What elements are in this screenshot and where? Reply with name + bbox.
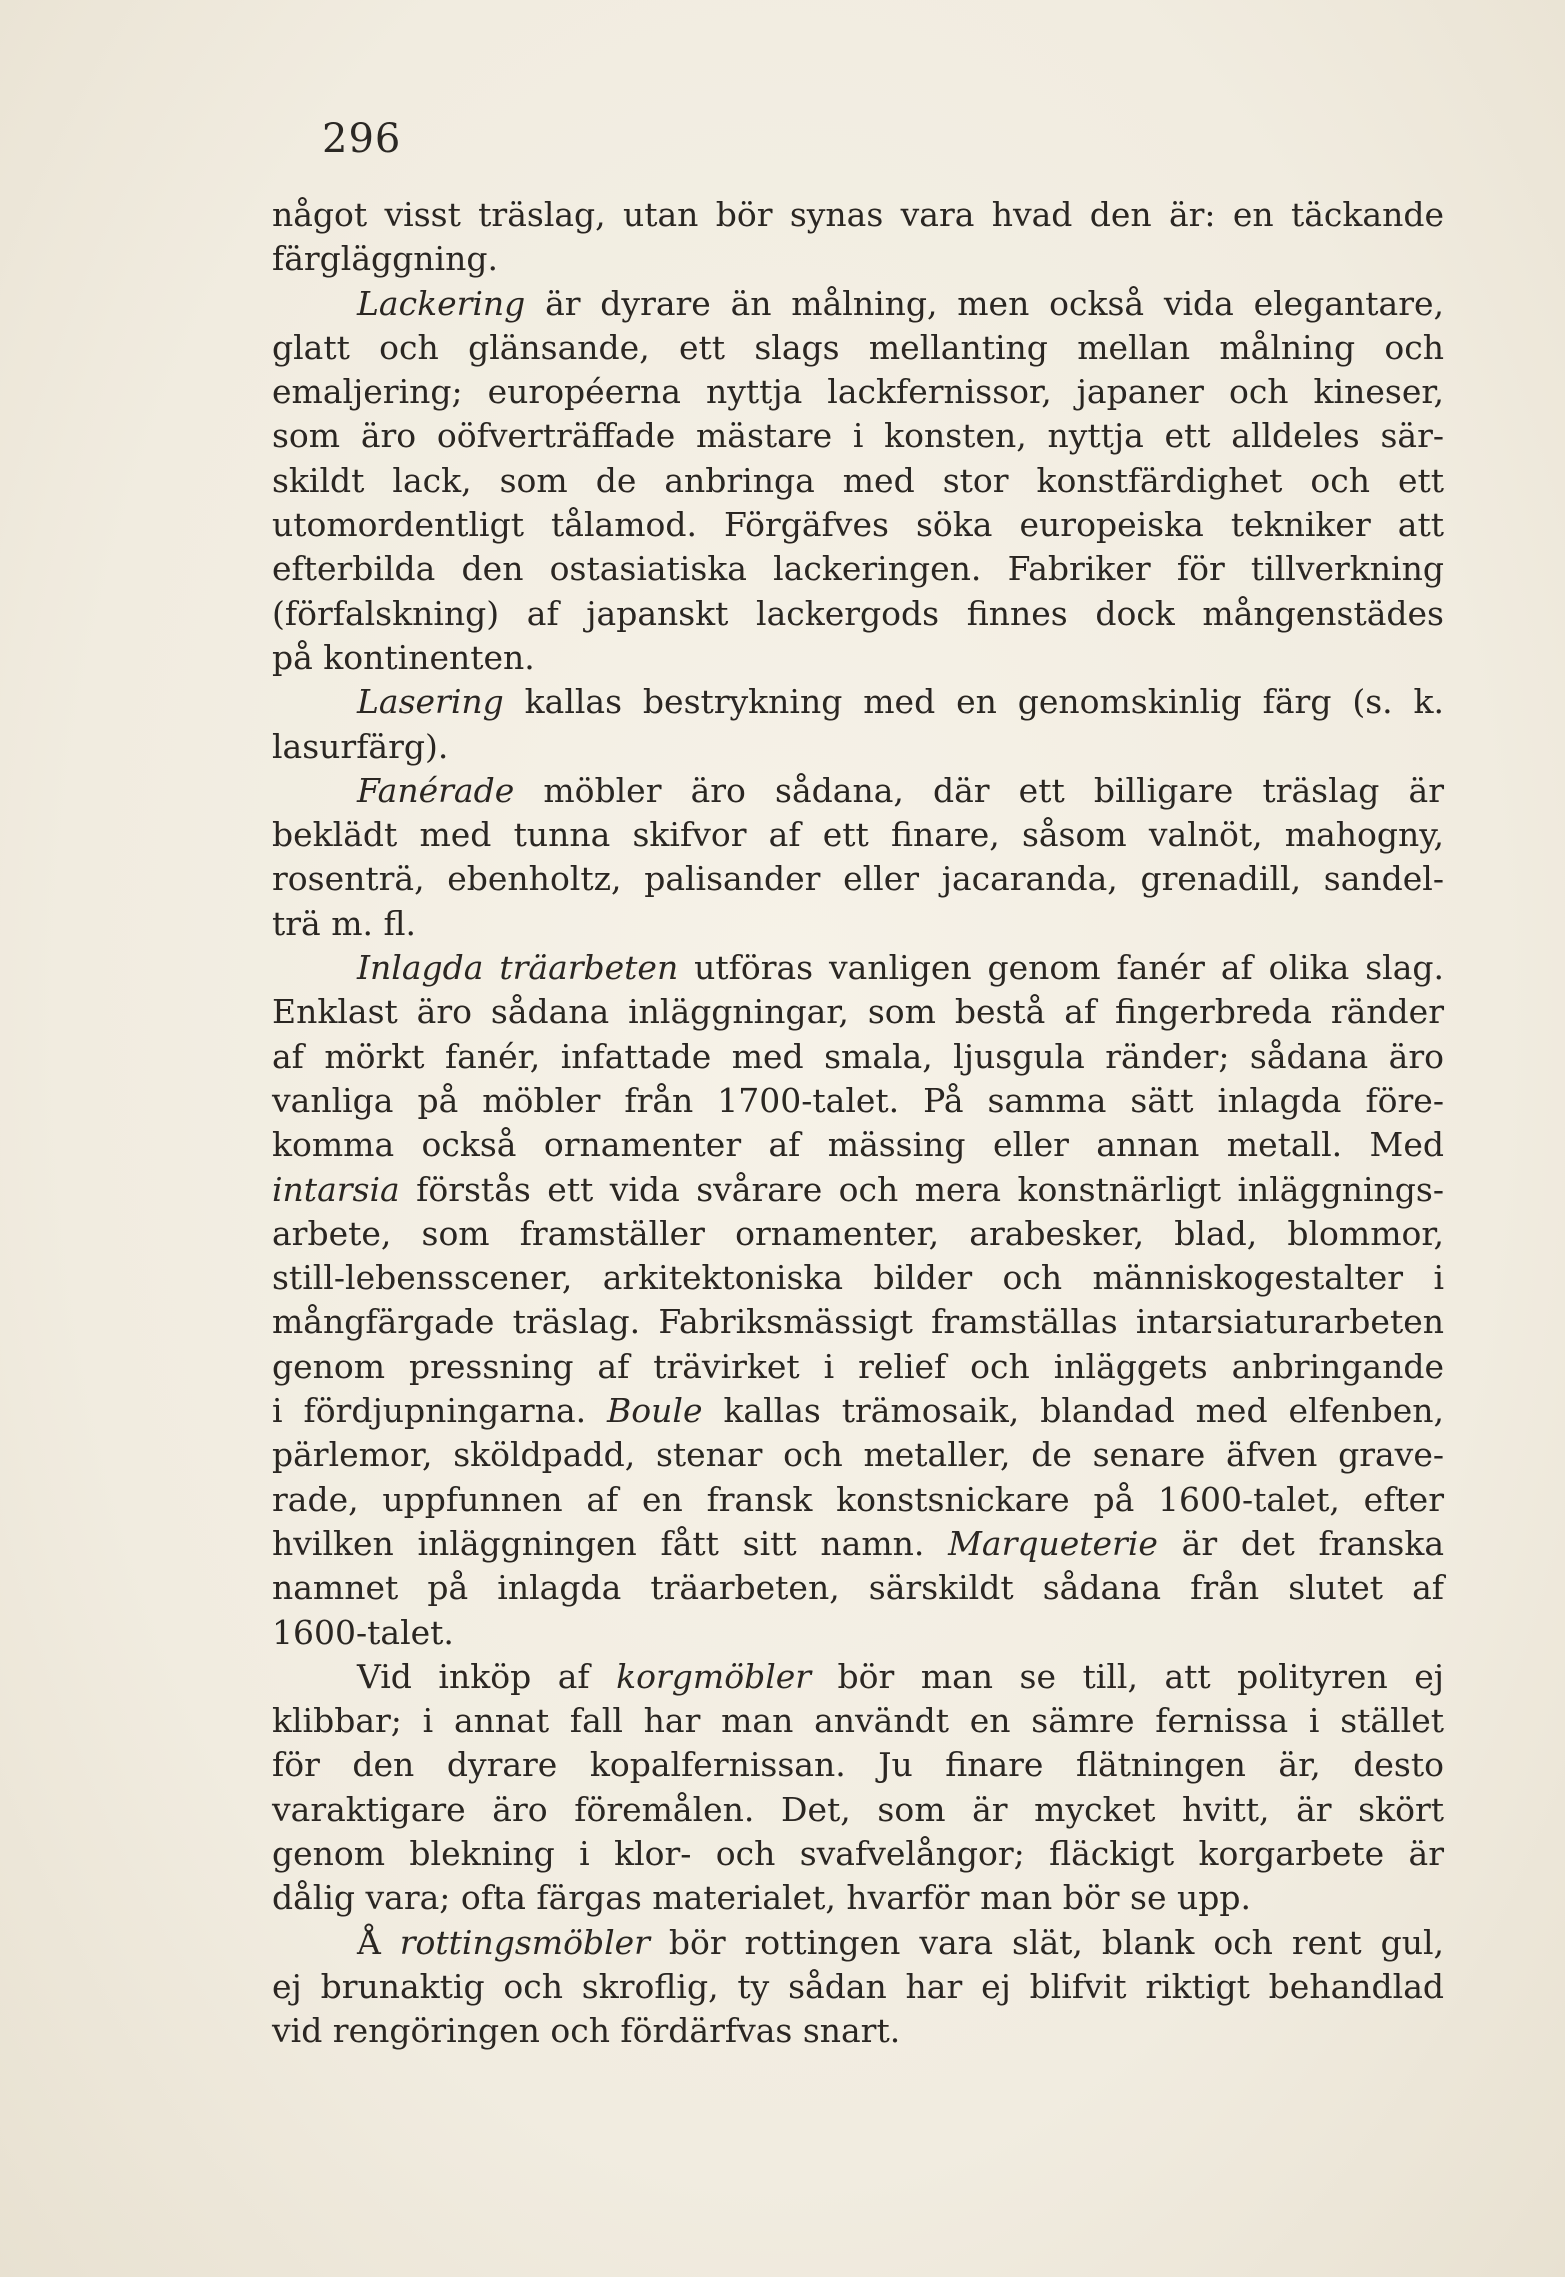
text-line bbox=[272, 459, 1444, 503]
text-line bbox=[272, 680, 1444, 724]
text-segment: Enklast äro sådana inläggningar, som bestå af fingerbreda ränder bbox=[272, 992, 1444, 1032]
text-line bbox=[272, 1566, 1444, 1610]
text-segment: efterbilda den ostasiatiska lackeringen. Fabriker för tillverkning bbox=[272, 549, 1444, 589]
text-line bbox=[272, 2009, 1444, 2053]
text-segment: färgläggning. bbox=[272, 239, 498, 279]
text-line bbox=[272, 237, 1444, 281]
text-segment: mångfärgade träslag. Fabriksmässigt framställas intarsiaturarbeten bbox=[272, 1302, 1444, 1342]
text-line bbox=[272, 282, 1444, 326]
text-segment: namnet på inlagda träarbeten, särskildt sådana från slutet af bbox=[272, 1568, 1444, 1608]
italic-term: Inlagda träarbeten bbox=[357, 948, 679, 988]
text-line bbox=[272, 1832, 1444, 1876]
text-line bbox=[272, 1699, 1444, 1743]
text-segment: genom pressning af trävirket i relief och inläggets anbringande bbox=[272, 1346, 1444, 1386]
text-line bbox=[272, 1079, 1444, 1123]
text-segment: klibbar; i annat fall har man användt en sämre fernissa i stället bbox=[272, 1701, 1444, 1741]
text-line bbox=[272, 857, 1444, 901]
text-segment: vid rengöringen och fördärfvas snart. bbox=[272, 2011, 901, 2051]
text-line bbox=[272, 1743, 1444, 1787]
text-line bbox=[272, 725, 1444, 769]
text-segment: Vid inköp af bbox=[357, 1656, 617, 1696]
text-segment: bör man se till, att polityren ej bbox=[811, 1656, 1444, 1696]
text-segment: pärlemor, sköldpadd, stenar och metaller, de senare äfven grave- bbox=[272, 1435, 1444, 1475]
text-line bbox=[272, 946, 1444, 990]
text-segment: varaktigare äro föremålen. Det, som är mycket hvitt, är skört bbox=[272, 1789, 1444, 1829]
text-line bbox=[272, 1655, 1444, 1699]
text-segment: något visst träslag, utan bör synas vara hvad den är: en täckande bbox=[272, 195, 1444, 234]
text-segment: är det franska bbox=[1157, 1523, 1445, 1563]
text-segment: möbler äro sådana, där ett billigare träslag är bbox=[514, 770, 1444, 810]
text-segment: som äro oöfverträffade mästare i konsten, nyttja ett alldeles sär- bbox=[272, 416, 1444, 456]
text-line bbox=[272, 1876, 1444, 1920]
text-segment: dålig vara; ofta färgas materialet, hvarför man bör se upp. bbox=[272, 1878, 1251, 1918]
italic-term: rottingsmöbler bbox=[399, 1922, 650, 1962]
text-segment: (förfalskning) af japanskt lackergods finnes dock mångenstädes bbox=[272, 593, 1444, 633]
text-segment: hvilken inläggningen fått sitt namn. bbox=[272, 1523, 949, 1563]
text-segment: skildt lack, som de anbringa med stor konstfärdighet och ett bbox=[272, 460, 1444, 500]
text-line bbox=[272, 1345, 1444, 1389]
text-line bbox=[272, 1168, 1444, 1212]
page-number: 296 bbox=[322, 116, 402, 162]
italic-term: Marqueterie bbox=[948, 1523, 1158, 1563]
text-segment: utomordentligt tålamod. Förgäfves söka europeiska tekniker att bbox=[272, 505, 1444, 545]
italic-term: Boule bbox=[607, 1391, 703, 1431]
text-line bbox=[272, 769, 1444, 813]
text-segment: rosenträ, ebenholtz, palisander eller jacaranda, grenadill, sandel- bbox=[272, 859, 1444, 899]
text-line bbox=[272, 503, 1444, 547]
text-line bbox=[272, 902, 1444, 946]
text-segment: genom blekning i klor- och svafvelångor; fläckigt korgarbete är bbox=[272, 1833, 1444, 1873]
text-segment: kallas bestrykning med en genomskinlig färg (s. k. bbox=[503, 682, 1444, 722]
text-line bbox=[272, 1478, 1444, 1522]
text-segment: trä m. fl. bbox=[272, 903, 416, 943]
text-segment: förstås ett vida svårare och mera konstnärligt inläggnings- bbox=[399, 1169, 1444, 1209]
text-segment: rade, uppfunnen af en fransk konstsnickare på 1600-talet, efter bbox=[272, 1479, 1444, 1519]
text-line bbox=[272, 990, 1444, 1034]
text-segment: i fördjupningarna. bbox=[272, 1391, 608, 1431]
text-line bbox=[272, 1256, 1444, 1300]
text-segment: emaljering; européerna nyttja lackfernissor, japaner och kineser, bbox=[272, 372, 1444, 412]
text-line bbox=[272, 326, 1444, 370]
text-segment: af mörkt fanér, infattade med smala, ljusgula ränder; sådana äro bbox=[272, 1036, 1444, 1076]
text-line bbox=[272, 1522, 1444, 1566]
text-line bbox=[272, 592, 1444, 636]
text-line bbox=[272, 547, 1444, 591]
text-segment: är dyrare än målning, men också vida elegantare, bbox=[525, 283, 1444, 323]
italic-term: Fanérade bbox=[357, 770, 515, 810]
italic-term: intarsia bbox=[272, 1169, 400, 1209]
text-segment: still-lebensscener, arkitektoniska bilder och människogestalter i bbox=[272, 1258, 1444, 1298]
text-segment: komma också ornamenter af mässing eller annan metall. Med bbox=[272, 1125, 1444, 1165]
text-segment: på kontinenten. bbox=[272, 637, 535, 677]
text-line bbox=[272, 193, 1444, 237]
text-segment: ej brunaktig och skroflig, ty sådan har ej blifvit riktigt behandlad bbox=[272, 1966, 1444, 2006]
text-segment: vanliga på möbler från 1700-talet. På samma sätt inlagda före- bbox=[272, 1080, 1444, 1120]
text-line bbox=[272, 1433, 1444, 1477]
text-line bbox=[272, 1123, 1444, 1167]
text-segment: lasurfärg). bbox=[272, 726, 449, 766]
text-line bbox=[272, 414, 1444, 458]
text-segment: utföras vanligen genom fanér af olika slag. bbox=[678, 948, 1444, 988]
text-line bbox=[272, 1389, 1444, 1433]
body-text bbox=[272, 193, 1444, 2053]
text-line bbox=[272, 1300, 1444, 1344]
text-segment: kallas trämosaik, blandad med elfenben, bbox=[702, 1391, 1444, 1431]
text-line bbox=[272, 370, 1444, 414]
text-line bbox=[272, 636, 1444, 680]
text-line bbox=[272, 1611, 1444, 1655]
text-segment: 1600-talet. bbox=[272, 1612, 454, 1652]
text-line bbox=[272, 1965, 1444, 2009]
text-line bbox=[272, 1788, 1444, 1832]
text-segment: glatt och glänsande, ett slags mellanting mellan målning och bbox=[272, 327, 1444, 367]
text-line bbox=[272, 1212, 1444, 1256]
text-line bbox=[272, 813, 1444, 857]
italic-term: Lasering bbox=[357, 682, 504, 722]
text-line bbox=[272, 1035, 1444, 1079]
text-segment: för den dyrare kopalfernissan. Ju finare flätningen är, desto bbox=[272, 1745, 1444, 1785]
italic-term: Lackering bbox=[357, 283, 526, 323]
text-segment: bör rottingen vara slät, blank och rent gul, bbox=[649, 1922, 1444, 1962]
text-segment: Å bbox=[357, 1922, 400, 1962]
text-segment: arbete, som framställer ornamenter, arabesker, blad, blommor, bbox=[272, 1213, 1444, 1253]
text-line bbox=[272, 1921, 1444, 1965]
text-segment: beklädt med tunna skifvor af ett finare, såsom valnöt, mahogny, bbox=[272, 815, 1444, 855]
italic-term: korgmöbler bbox=[616, 1656, 812, 1696]
